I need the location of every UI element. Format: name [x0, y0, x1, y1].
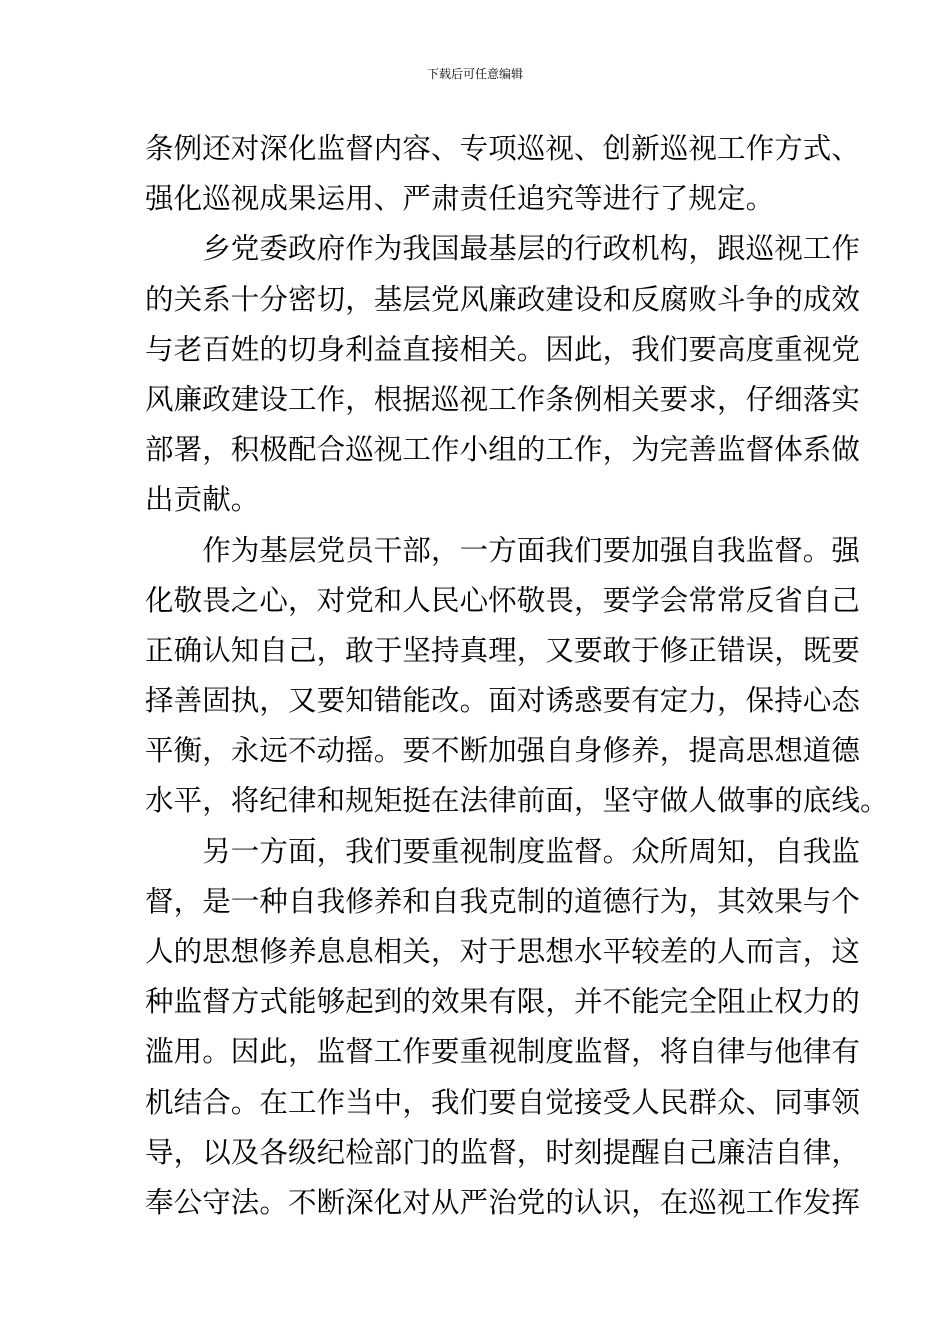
- text-line: 条例还对深化监督内容、专项巡视、创新巡视工作方式、: [145, 132, 861, 165]
- text-line: 乡党委政府作为我国最基层的行政机构，跟巡视工作: [145, 232, 861, 266]
- text-line: 导，以及各级纪检部门的监督，时刻提醒自己廉洁自律，: [145, 1135, 861, 1169]
- text-line: 正确认知自己，敢于坚持真理，又要敢于修正错误，既要: [145, 633, 861, 667]
- text-line: 的关系十分密切，基层党风廉政建设和反腐败斗争的成效: [145, 282, 861, 316]
- text-line: 平衡，永远不动摇。要不断加强自身修养，提高思想道德: [145, 734, 861, 768]
- body-text: [145, 124, 889, 1228]
- text-line: 督，是一种自我修养和自我克制的道德行为，其效果与个: [145, 884, 861, 918]
- text-line: 择善固执，又要知错能改。面对诱惑要有定力，保持心态: [145, 684, 861, 718]
- text-line: 强化巡视成果运用、严肃责任追究等进行了规定。: [145, 182, 775, 216]
- text-line: 种监督方式能够起到的效果有限，并不能完全阻止权力的: [145, 985, 861, 1019]
- text-line: 部署，积极配合巡视工作小组的工作，为完善监督体系做: [145, 433, 861, 467]
- text-line: 滥用。因此，监督工作要重视制度监督，将自律与他律有: [145, 1035, 861, 1069]
- text-line: 作为基层党员干部，一方面我们要加强自我监督。强: [145, 533, 861, 567]
- text-line: 出贡献。: [145, 483, 260, 517]
- text-line: 机结合。在工作当中，我们要自觉接受人民群众、同事领: [145, 1085, 861, 1119]
- text-line: 风廉政建设工作，根据巡视工作条例相关要求，仔细落实: [145, 382, 861, 416]
- text-line: 水平，将纪律和规矩挺在法律前面，坚守做人做事的底线。: [145, 784, 889, 818]
- text-line: 另一方面，我们要重视制度监督。众所周知，自我监: [145, 834, 861, 868]
- text-line: 化敬畏之心，对党和人民心怀敬畏，要学会常常反省自己: [145, 583, 861, 617]
- page-header: 下载后可任意编辑: [426, 67, 523, 81]
- text-line: 与老百姓的切身利益直接相关。因此，我们要高度重视党: [145, 332, 861, 366]
- text-line: 人的思想修养息息相关，对于思想水平较差的人而言，这: [145, 935, 861, 968]
- text-line: 奉公守法。不断深化对从严治党的认识，在巡视工作发挥: [145, 1185, 861, 1219]
